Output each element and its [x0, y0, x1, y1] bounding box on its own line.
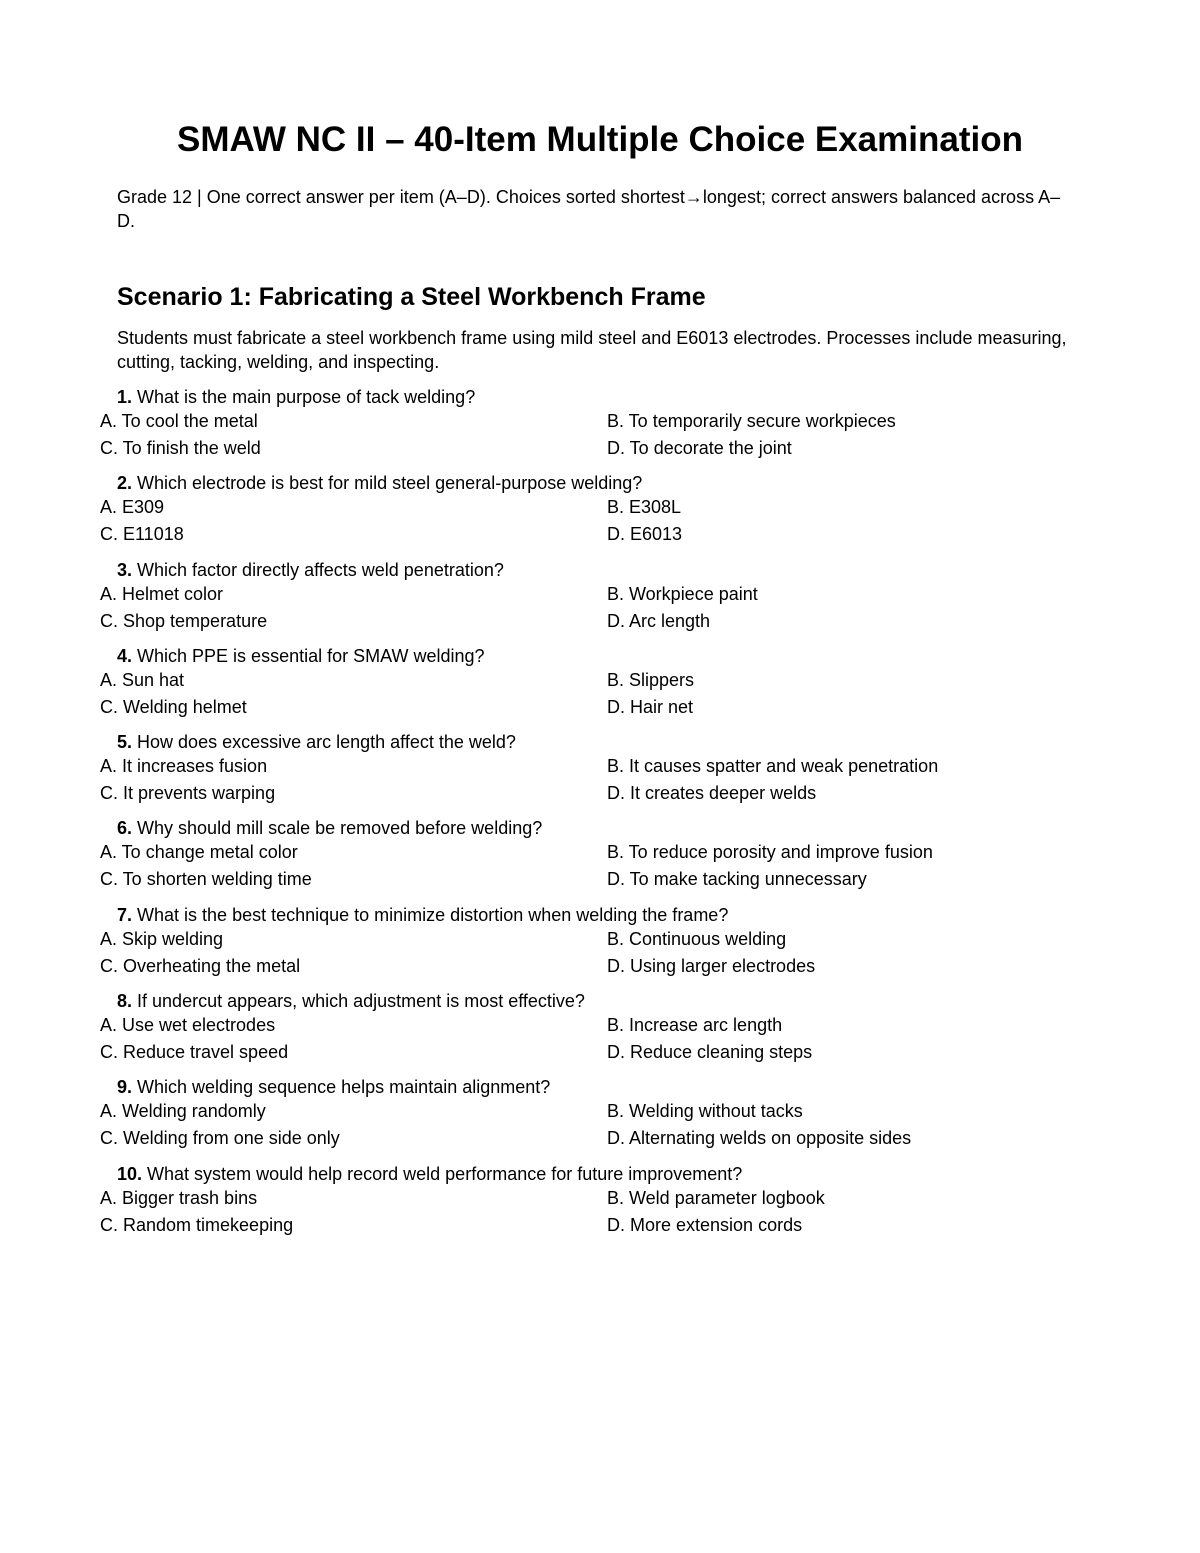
question-item	[100, 989, 1100, 1075]
choice-d: D. Arc length	[607, 610, 711, 631]
question-text: Why should mill scale be removed before welding?	[137, 818, 543, 839]
choice-a: A. To change metal color	[100, 842, 298, 863]
question-stem	[117, 471, 642, 495]
question-number: 7.	[117, 904, 133, 925]
choice-a: A. Welding randomly	[100, 1101, 266, 1122]
choice-b: B. Slippers	[607, 669, 695, 690]
question-stem	[117, 644, 485, 668]
question-number: 10.	[117, 1163, 143, 1184]
exam-subtitle: Grade 12 | One correct answer per item (A–D). Choices sorted shortest→longest; correct answers balanced across A–D.	[117, 187, 1061, 231]
question-item	[100, 1075, 1100, 1161]
choice-d: D. It creates deeper welds	[607, 783, 817, 804]
question-text: Which electrode is best for mild steel general-purpose welding?	[137, 473, 643, 494]
question-stem	[117, 989, 585, 1013]
choice-b: B. Increase arc length	[607, 1015, 783, 1036]
question-stem	[117, 385, 475, 409]
choice-b: B. E308L	[607, 497, 682, 518]
choice-d: D. More extension cords	[607, 1214, 803, 1235]
choice-b: B. To reduce porosity and improve fusion	[607, 842, 933, 863]
choice-c: C. To shorten welding time	[100, 869, 312, 890]
choice-a: A. Use wet electrodes	[100, 1015, 276, 1036]
question-stem	[117, 816, 542, 840]
question-number: 1.	[117, 387, 133, 407]
question-text: Which PPE is essential for SMAW welding?	[137, 645, 485, 666]
page-title: SMAW NC II – 40-Item Multiple Choice Examination	[177, 120, 1023, 159]
choice-a: A. To cool the metal	[100, 411, 258, 431]
question-number: 9.	[117, 1077, 133, 1098]
question-number: 4.	[117, 645, 133, 666]
choice-b: B. Weld parameter logbook	[607, 1187, 825, 1208]
question-item	[100, 903, 1100, 989]
choice-d: D. Reduce cleaning steps	[607, 1042, 813, 1063]
question-text: What is the main purpose of tack welding?	[137, 387, 476, 407]
choice-b: B. To temporarily secure workpieces	[607, 411, 896, 431]
choice-c: C. Welding helmet	[100, 696, 247, 717]
scenario-heading: Scenario 1: Fabricating a Steel Workbench Frame	[117, 283, 706, 311]
choice-d: D. E6013	[607, 524, 683, 545]
question-item	[100, 1162, 1100, 1248]
choice-d: D. Using larger electrodes	[607, 955, 816, 976]
choice-c: C. E11018	[100, 524, 184, 545]
question-item	[100, 816, 1100, 902]
question-stem	[117, 558, 504, 582]
choice-a: A. E309	[100, 497, 165, 518]
question-text: Which welding sequence helps maintain alignment?	[137, 1077, 551, 1098]
choice-b: B. Continuous welding	[607, 928, 787, 949]
choice-a: A. Sun hat	[100, 669, 185, 690]
question-item	[100, 385, 1100, 471]
question-number: 5.	[117, 732, 133, 753]
question-text: Which factor directly affects weld penetration?	[137, 559, 504, 580]
choice-a: A. Bigger trash bins	[100, 1187, 258, 1208]
choice-d: D. Hair net	[607, 696, 694, 717]
choice-c: C. Shop temperature	[100, 610, 268, 631]
choice-a: A. Skip welding	[100, 928, 224, 949]
question-stem	[117, 1162, 742, 1186]
question-number: 3.	[117, 559, 133, 580]
choice-c: C. Random timekeeping	[100, 1214, 294, 1235]
question-text: What system would help record weld performance for future improvement?	[147, 1163, 743, 1184]
choice-c: C. To finish the weld	[100, 438, 261, 458]
choice-b: B. Workpiece paint	[607, 583, 758, 604]
question-stem	[117, 730, 516, 754]
choice-a: A. It increases fusion	[100, 756, 268, 777]
choice-c: C. It prevents warping	[100, 783, 276, 804]
choice-c: C. Reduce travel speed	[100, 1042, 289, 1063]
choice-b: B. Welding without tacks	[607, 1101, 803, 1122]
question-number: 8.	[117, 991, 133, 1012]
question-number: 6.	[117, 818, 133, 839]
question-stem	[117, 903, 728, 927]
choice-d: D. To decorate the joint	[607, 438, 792, 458]
question-item	[100, 644, 1100, 730]
question-text: If undercut appears, which adjustment is most effective?	[137, 991, 585, 1012]
question-item	[100, 558, 1100, 644]
scenario-description: Students must fabricate a steel workbench frame using mild steel and E6013 electrodes. Processes include measuring, cutting, tacking, welding, and inspecting.	[117, 328, 1067, 372]
question-text: What is the best technique to minimize distortion when welding the frame?	[137, 904, 729, 925]
choice-b: B. It causes spatter and weak penetration	[607, 756, 939, 777]
question-text: How does excessive arc length affect the weld?	[137, 732, 516, 753]
question-number: 2.	[117, 473, 133, 494]
question-list	[100, 385, 1100, 1248]
choice-d: D. To make tacking unnecessary	[607, 869, 867, 890]
question-stem	[117, 1075, 550, 1099]
choice-c: C. Welding from one side only	[100, 1128, 340, 1149]
choice-d: D. Alternating welds on opposite sides	[607, 1128, 912, 1149]
choice-c: C. Overheating the metal	[100, 955, 301, 976]
question-item	[100, 471, 1100, 557]
question-item	[100, 730, 1100, 816]
choice-a: A. Helmet color	[100, 583, 224, 604]
